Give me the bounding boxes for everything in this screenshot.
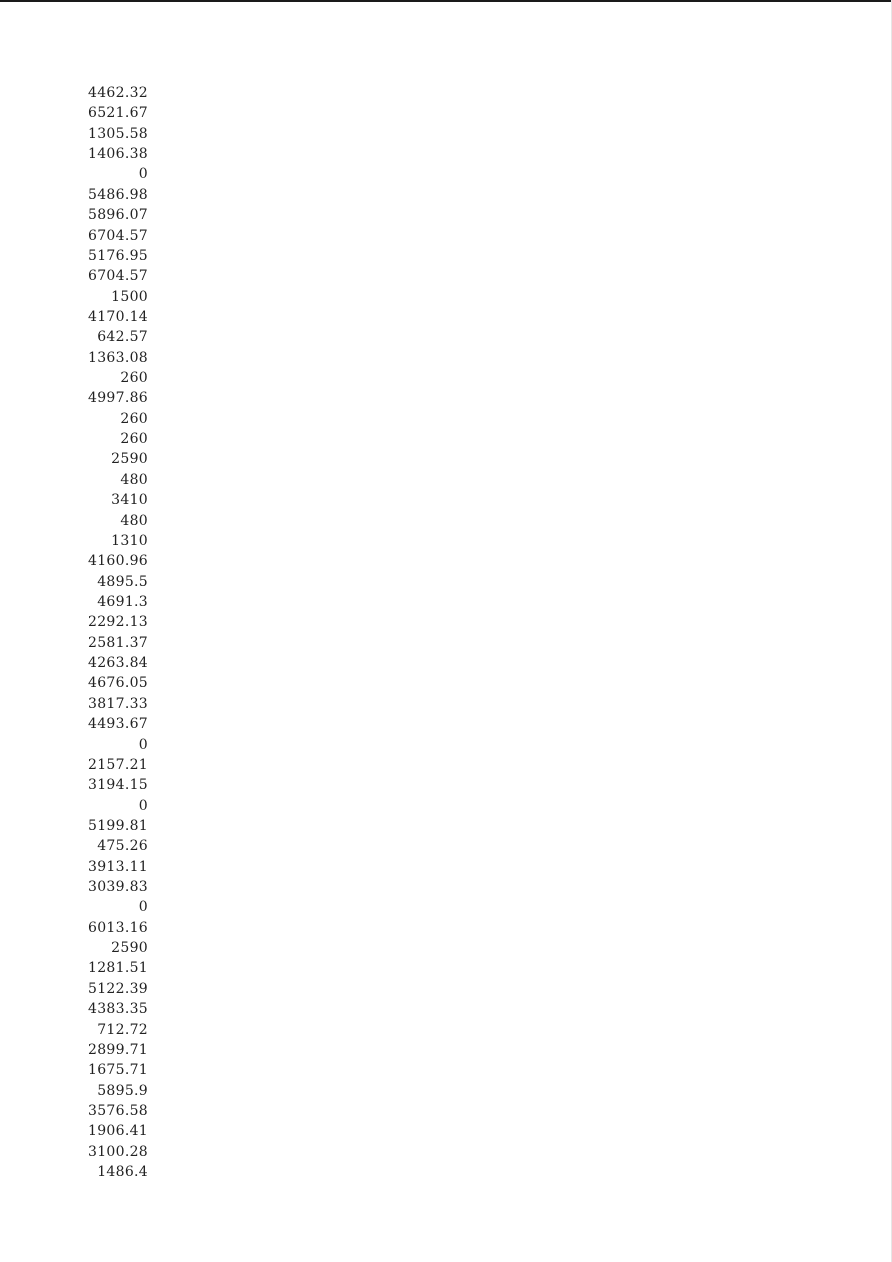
value-cell: 3410 xyxy=(111,492,148,509)
value-cell: 1281.51 xyxy=(88,960,148,977)
value-cell: 475.26 xyxy=(97,838,148,855)
value-cell: 260 xyxy=(120,431,148,448)
value-cell: 480 xyxy=(120,512,148,529)
value-cell: 2292.13 xyxy=(88,614,148,631)
value-cell: 1486.4 xyxy=(97,1164,148,1181)
value-cell: 4676.05 xyxy=(88,675,148,692)
value-cell: 4462.32 xyxy=(88,85,148,101)
value-cell: 0 xyxy=(138,797,148,814)
value-cell: 3817.33 xyxy=(88,695,148,712)
value-cell: 2590 xyxy=(111,940,148,957)
value-cell: 0 xyxy=(138,899,148,916)
value-cell: 5486.98 xyxy=(88,186,148,203)
value-cell: 6704.57 xyxy=(88,227,148,244)
value-cell: 3100.28 xyxy=(88,1143,148,1160)
value-cell: 4493.67 xyxy=(88,716,148,733)
value-cell: 3576.58 xyxy=(88,1102,148,1119)
value-cell: 2590 xyxy=(111,451,148,468)
value-cell: 1675.71 xyxy=(88,1062,148,1079)
value-cell: 4895.5 xyxy=(97,573,148,590)
value-cell: 4170.14 xyxy=(88,308,148,325)
value-cell: 5122.39 xyxy=(88,980,148,997)
value-cell: 260 xyxy=(120,410,148,427)
value-cell: 480 xyxy=(120,471,148,488)
value-cell: 2157.21 xyxy=(88,756,148,773)
value-cell: 3194.15 xyxy=(88,777,148,794)
value-cell: 3039.83 xyxy=(88,879,148,896)
value-cell: 4383.35 xyxy=(88,1001,148,1018)
value-cell: 5176.95 xyxy=(88,247,148,264)
value-cell: 0 xyxy=(138,736,148,753)
value-cell: 1500 xyxy=(111,288,148,305)
value-cell: 5896.07 xyxy=(88,207,148,224)
value-cell: 6704.57 xyxy=(88,268,148,285)
value-cell: 642.57 xyxy=(97,329,148,346)
value-column xyxy=(60,83,148,1182)
value-cell: 6013.16 xyxy=(88,919,148,936)
page-top-border xyxy=(0,0,892,2)
value-cell: 4263.84 xyxy=(88,655,148,672)
value-cell: 1363.08 xyxy=(88,349,148,366)
value-cell: 1305.58 xyxy=(88,125,148,142)
value-cell: 0 xyxy=(138,166,148,183)
value-cell: 4691.3 xyxy=(97,593,148,610)
value-cell: 1906.41 xyxy=(88,1123,148,1140)
value-cell: 712.72 xyxy=(97,1021,148,1038)
value-cell: 260 xyxy=(120,370,148,387)
value-cell: 4160.96 xyxy=(88,553,148,570)
value-cell: 5199.81 xyxy=(88,817,148,834)
value-cell: 6521.67 xyxy=(88,105,148,122)
value-cell: 2899.71 xyxy=(88,1041,148,1058)
value-cell: 3913.11 xyxy=(88,858,148,875)
value-cell: 1406.38 xyxy=(88,146,148,163)
value-cell: 4997.86 xyxy=(88,390,148,407)
value-cell: 1310 xyxy=(111,532,148,549)
value-cell: 5895.9 xyxy=(97,1082,148,1099)
value-cell: 2581.37 xyxy=(88,634,148,651)
